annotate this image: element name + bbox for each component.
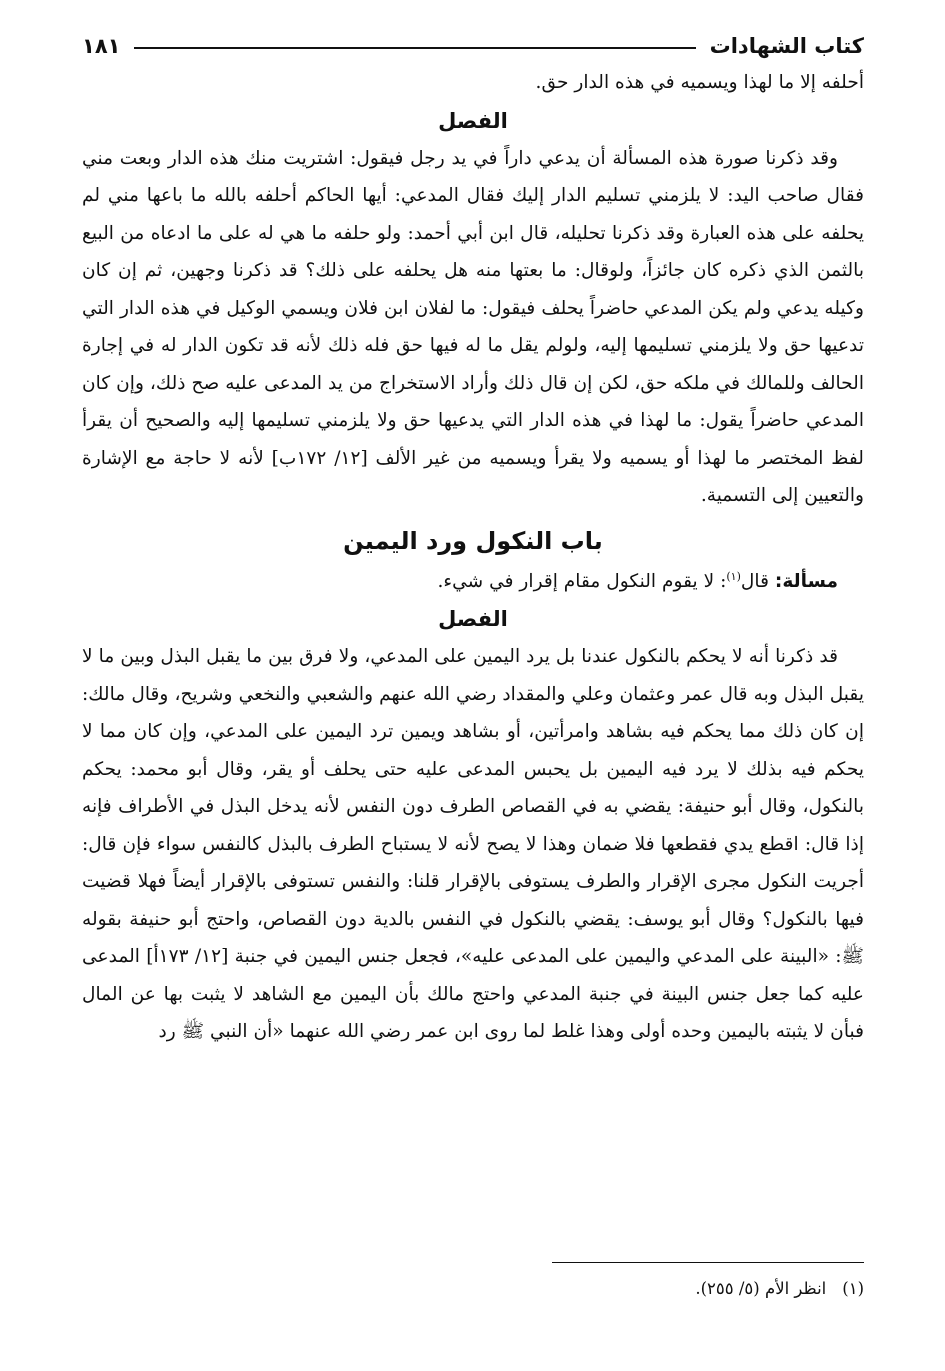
footnote-rule <box>552 1262 864 1263</box>
masala-line <box>82 563 864 601</box>
masala-label: مسألة: <box>774 570 838 592</box>
book-page <box>82 28 864 1348</box>
page-header <box>82 28 864 64</box>
chapter-heading: باب النكول ورد اليمين <box>343 526 603 555</box>
section-heading-1: الفصل <box>438 108 508 133</box>
running-title: كتاب الشهادات <box>709 34 864 58</box>
footnote <box>82 1274 864 1304</box>
masala-qal: قال <box>740 570 769 592</box>
page-number: ١٨١ <box>82 34 121 58</box>
section-paragraph-2: قد ذكرنا أنه لا يحكم بالنكول عندنا بل يرد اليمين على المدعي، ولا فرق بين ما يقبل البذل وبين ما لا يقبل البذل وبه قال عمر وعثمان وعلي والمقداد رضي الله عنهم والشعبي والنخعي وشريح، وقال مالك: إن كان ذلك مما يحكم فيه بشاهد وامرأتين، أو بشاهد ويمين ترد اليمين على المدعي، وإن كان مما لا يحكم فيه بذلك لا يرد فيه اليمين بل يحبس المدعى عليه حتى يحلف أو يقر، وقال أبو محمد: يحكم بالنكول، وقال أبو حنيفة: يقضي به في القصاص الطرف دون النفس لأنه يدخل البذل في الأطراف فإنه إذا قال: اقطع يدي فقطعها فلا ضمان وهذا لا يصح لأنه لا يستباح الطرف بالبذل كالنفس سواء فإن قال: أجريت النكول مجرى الإقرار والطرف يستوفى بالإقرار قلنا: والنفس تستوفى بالإقرار أيضاً فهلا قضيت فيها بالنكول؟ وقال أبو يوسف: يقضي بالنكول في النفس بالدية دون القصاص، واحتج أبو حنيفة بقوله ﷺ: «البينة على المدعي واليمين على المدعى عليه»، فجعل جنس اليمين في جنبة [١٢/ ١٧٣أ] المدعى عليه كما جعل جنس البينة في جنبة المدعي واحتج مالك بأن اليمين مع الشاهد لا يثبت بها عن المال فبأن لا يثبته باليمين وحده أولى وهذا غلط لما روى ابن عمر رضي الله عنهما «أن النبي ﷺ رد <box>82 646 865 1042</box>
continuation-line: أحلفه إلا ما لهذا ويسميه في هذه الدار حق. <box>535 72 864 93</box>
section-paragraph-1: وقد ذكرنا صورة هذه المسألة أن يدعي داراً في يد رجل فيقول: اشتريت منك هذه الدار وبعت مني فقال صاحب اليد: لا يلزمني تسليم الدار إليك فقال المدعي: أيها الحاكم أحلفه بالله ما باعها مني لم يحلفه على هذه العبارة وقد ذكرنا تحليله، قال ابن أبي أحمد: ولو حلفه ما هي له على ما ادعاه من البيع بالثمن الذي ذكره كان جائزاً، ولوقال: ما بعتها منه هل يحلفه على ذلك؟ قد ذكرنا وجهين، ثم إن كان وكيله يدعي ولم يكن المدعي حاضراً يحلف فيقول: ما لفلان ابن فلان ويسمي الوكيل في هذه الدار التي تدعيها حق ولا يلزمني تسليمها إليه، ولولم يقل ما له فيها حق فله ذلك لأنه قد تكون الدار له في إجارة الحالف وللمالك في ملكه حق، لكن إن قال ذلك وأراد الاستخراج من يد المدعى عليه صح ذلك، وإن كان المدعي حاضراً يقول: ما لهذا في هذه الدار التي يدعيها حق ولا يلزمني تسليمها إليه والصحيح أن يقرأ لفظ المختصر ما لهذا أو يسميه ولا يقرأ ويسميه من غير الألف [١٢/ ١٧٢ب] لأنه لا حاجة مع الإشارة والتعيين إلى التسمية. <box>82 147 864 506</box>
section-heading-2: الفصل <box>438 607 508 631</box>
header-rule <box>134 47 695 49</box>
masala-text: : لا يقوم النكول مقام إقرار في شيء. <box>437 570 727 592</box>
footnote-number: (١) <box>842 1279 864 1298</box>
footnote-ref[interactable]: (١) <box>726 569 741 583</box>
footnote-text: انظر الأم (٥/ ٢٥٥). <box>695 1279 827 1298</box>
